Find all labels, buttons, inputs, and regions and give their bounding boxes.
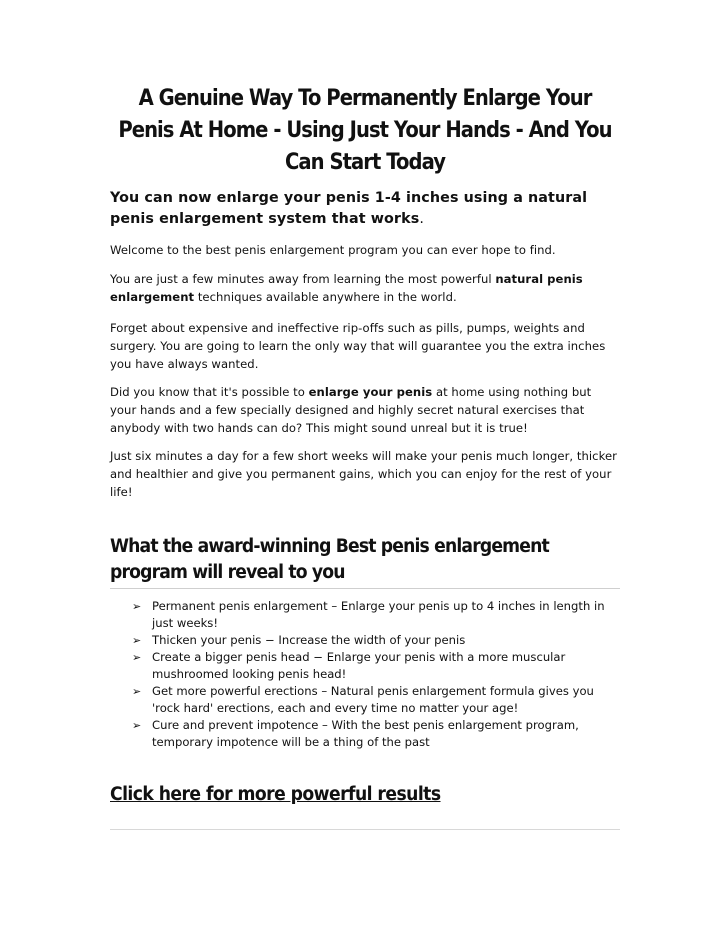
arrow-bullet-icon: ➢ <box>132 634 142 647</box>
p2-bold: natural penis enlargement <box>110 272 583 304</box>
document-page <box>110 82 620 830</box>
list-item-text: Thicken your penis − Increase the width of your penis <box>152 633 466 647</box>
paragraph-six-minutes: Just six minutes a day for a few short weeks will make your penis much longer, thicker and healthier and give you permanent gains, which you can enjoy for the rest of your life! <box>110 449 617 499</box>
lead-statement <box>110 188 620 230</box>
list-item <box>132 649 620 683</box>
section-divider <box>110 588 620 589</box>
list-item-text: Create a bigger penis head − Enlarge your penis with a more muscular mushroomed looking penis head! <box>152 650 566 681</box>
paragraph-did-you-know <box>110 383 620 437</box>
paragraph-learning <box>110 270 620 306</box>
lead-text: You can now enlarge your penis 1-4 inches using a natural penis enlargement system that works <box>110 190 588 227</box>
section-heading: What the award-winning Best penis enlargement program will reveal to you <box>110 536 549 583</box>
list-item-text: Get more powerful erections – Natural penis enlargement formula gives you 'rock hard' erections, each and every time no matter your age! <box>152 684 594 715</box>
p2-text-a: You are just a few minutes away from learning the most powerful <box>110 272 496 286</box>
list-item <box>132 717 620 751</box>
p4-text-c: at home using nothing but your hands and a few specially designed and highly secret natural exercises that anybody with two hands can do? This might sound unreal but it is true! <box>110 385 592 435</box>
arrow-bullet-icon: ➢ <box>132 651 142 664</box>
arrow-bullet-icon: ➢ <box>132 600 142 613</box>
paragraph-welcome: Welcome to the best penis enlargement program you can ever hope to find. <box>110 243 556 257</box>
arrow-bullet-icon: ➢ <box>132 685 142 698</box>
p4-text-a: Did you know that it's possible to <box>110 385 309 399</box>
list-item-text: Permanent penis enlargement – Enlarge your penis up to 4 inches in length in just weeks! <box>152 599 605 630</box>
more-results-link[interactable]: Click here for more powerful results <box>110 784 441 805</box>
list-item <box>132 632 620 649</box>
list-item <box>132 598 620 632</box>
paragraph-ripoffs: Forget about expensive and ineffective rip-offs such as pills, pumps, weights and surgery. You are going to learn the only way that will guarantee you the extra inches you have always wanted. <box>110 321 606 371</box>
benefit-list <box>110 598 620 751</box>
p2-text-c: techniques available anywhere in the world. <box>194 290 457 304</box>
lead-period: . <box>419 211 424 227</box>
footer-divider <box>110 829 620 830</box>
page-title: A Genuine Way To Permanently Enlarge Your Penis At Home - Using Just Your Hands - And You Can Start Today <box>118 85 612 175</box>
list-item <box>132 683 620 717</box>
p4-bold: enlarge your penis <box>308 385 433 399</box>
list-item-text: Cure and prevent impotence – With the best penis enlargement program, temporary impotence will be a thing of the past <box>152 718 579 749</box>
arrow-bullet-icon: ➢ <box>132 719 142 732</box>
